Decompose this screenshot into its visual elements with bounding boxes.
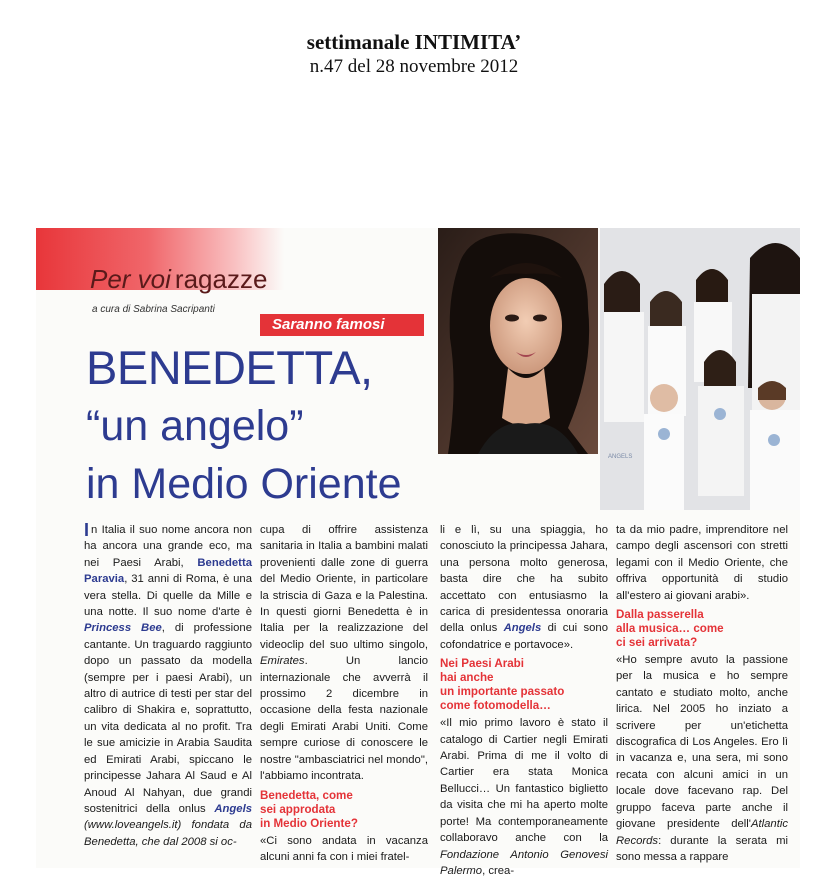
headline-line-2: “un angelo”	[86, 402, 304, 450]
onlus-name: Angels	[214, 802, 252, 815]
label-name: Atlantic Records	[616, 818, 788, 847]
article-column-2	[260, 522, 428, 862]
onlus-name: Angels	[503, 622, 542, 635]
question-line: Benedetta, come	[260, 788, 353, 802]
section-title-italic: Per voi	[90, 264, 171, 294]
question-line: alla musica… come	[616, 622, 724, 636]
interview-question	[440, 657, 608, 713]
section-title	[90, 264, 267, 295]
magazine-page	[36, 228, 800, 877]
question-line: ci sei arrivata?	[616, 636, 698, 650]
article-column-3	[440, 522, 608, 877]
group-illustration	[600, 228, 800, 510]
text: li e lì, su una spiaggia, ho conosciuto la principessa Jahara, una persona molto generosa, basta dire che ha subito accettato con entusiasmo la carica di presidentessa onoraria della onlus	[440, 524, 608, 635]
question-line: Dalla passerella	[616, 608, 704, 622]
text: cupa di offrire assistenza sanitaria in Italia a bambini malati provenienti dalle zone di guerra del Medio Oriente, in particolare la striscia di Gaza e la Palestina. In questi giorni Benedetta è in Italia per la realizzazione del videoclip del suo ultimo singolo,	[260, 524, 428, 651]
text: : durante la serata mi sono messa a rappare	[616, 834, 788, 863]
text: , crea-	[482, 864, 515, 877]
tag-label: Saranno famosi	[272, 316, 385, 333]
text: di cui sono cofondatrice e portavoce».	[440, 622, 608, 651]
question-line: sei approdata	[260, 802, 336, 816]
article-paragraph: ta da mio padre, imprenditore nel campo degli ascensori con stretti legami con il Medio Oriente, che offriva opportunità di studio all'estero ai giovani arabi».	[616, 524, 788, 602]
song-title: Emirates	[260, 655, 305, 668]
article-paragraph: «Ci sono andata in vacanza alcuni anni fa con i miei fratel-	[260, 834, 428, 863]
headline-line-1: BENEDETTA,	[86, 341, 373, 394]
question-line: un importante passato	[440, 685, 565, 699]
interview-question	[260, 789, 428, 831]
article-paragraph	[440, 522, 608, 653]
text: «Ho sempre avuto la passione per la musica e ho sempre cantato e studiato molto, anche lirica. Nel 2005 ho inziato a scrivere per un'etichetta discografica di Los Angeles. Ero lì in vacanza e, una sera, mi sono recata con alcuni amici in un locale dove facevano rap. Del gruppo faceva parte anche il giovane presidente dell'	[616, 654, 788, 831]
publication-name: settimanale INTIMITA’	[306, 30, 522, 54]
article-paragraph	[440, 715, 608, 879]
foundation-name: Fondazione Antonio Genovesi Palermo	[440, 848, 608, 877]
question-line: come fotomodella…	[440, 699, 551, 713]
article-paragraph	[260, 522, 428, 785]
question-line: hai anche	[440, 671, 494, 685]
headline-line-3: in Medio Oriente	[86, 460, 402, 508]
article-paragraph	[616, 652, 788, 865]
article-column-4	[616, 522, 788, 862]
text: . Un lancio internazionale che avverrà il prossimo 2 dicembre in occasione della festa nazionale degli Emirati Arabi Uniti. Come sempre curiose di conoscere le nostre "ambasciatrici nel mondo", l'abbiamo incontrata.	[260, 655, 428, 783]
article-column-1	[84, 522, 252, 862]
text: n Italia il suo nome ancora non ha ancora una grande eco, ma nei Paesi Arabi,	[84, 524, 252, 569]
person-name: Benedetta Paravia	[84, 556, 252, 586]
stage-name: Princess Bee	[84, 622, 162, 635]
issue-date: n.47 del 28 novembre 2012	[309, 56, 519, 77]
group-photo	[600, 228, 800, 510]
shirt-logo-text: ANGELS	[608, 454, 633, 460]
article-paragraph	[84, 522, 252, 850]
portrait-illustration	[438, 228, 598, 454]
text: «Il mio primo lavoro è stato il catalogo di Cartier negli Emirati Arabi. Prima di me il volto di Cartier era stata Monica Bellucci… Un fantastico biglietto da visita che mi ha aperto molte porte! Ma contemporaneamente collaboravo anche con la	[440, 717, 608, 845]
question-line: Nei Paesi Arabi	[440, 657, 524, 671]
portrait-photo	[438, 228, 598, 454]
question-line: in Medio Oriente?	[260, 816, 358, 830]
curator-credit: a cura di Sabrina Sacripanti	[92, 304, 215, 315]
drop-cap: I	[84, 520, 90, 540]
tag-banner	[260, 314, 424, 336]
interview-question	[616, 608, 788, 650]
section-title-normal: ragazze	[174, 264, 268, 294]
text: (www.loveangels.it) fondata da Benedetta, che dal 2008 si oc-	[84, 819, 252, 848]
text: , di professione cantante. Un traguardo raggiunto dopo un passato da modella (sempre per i paesi Arabi), un altro di autrice di testi per star del calibro di Shakira e, soprattutto, un vita dedicata al no profit. Tra le sue amicizie in Arabia Saudita ed Emirati Arabi, spiccano le principesse Jahara Al Saud e Al Anoud Al Nahyan, due grandi sostenitrici della onlus	[84, 622, 252, 815]
text: , 31 anni di Roma, è una vera stella. Di quelle da Mille e una notte. Il suo nome d'arte è	[84, 573, 252, 619]
